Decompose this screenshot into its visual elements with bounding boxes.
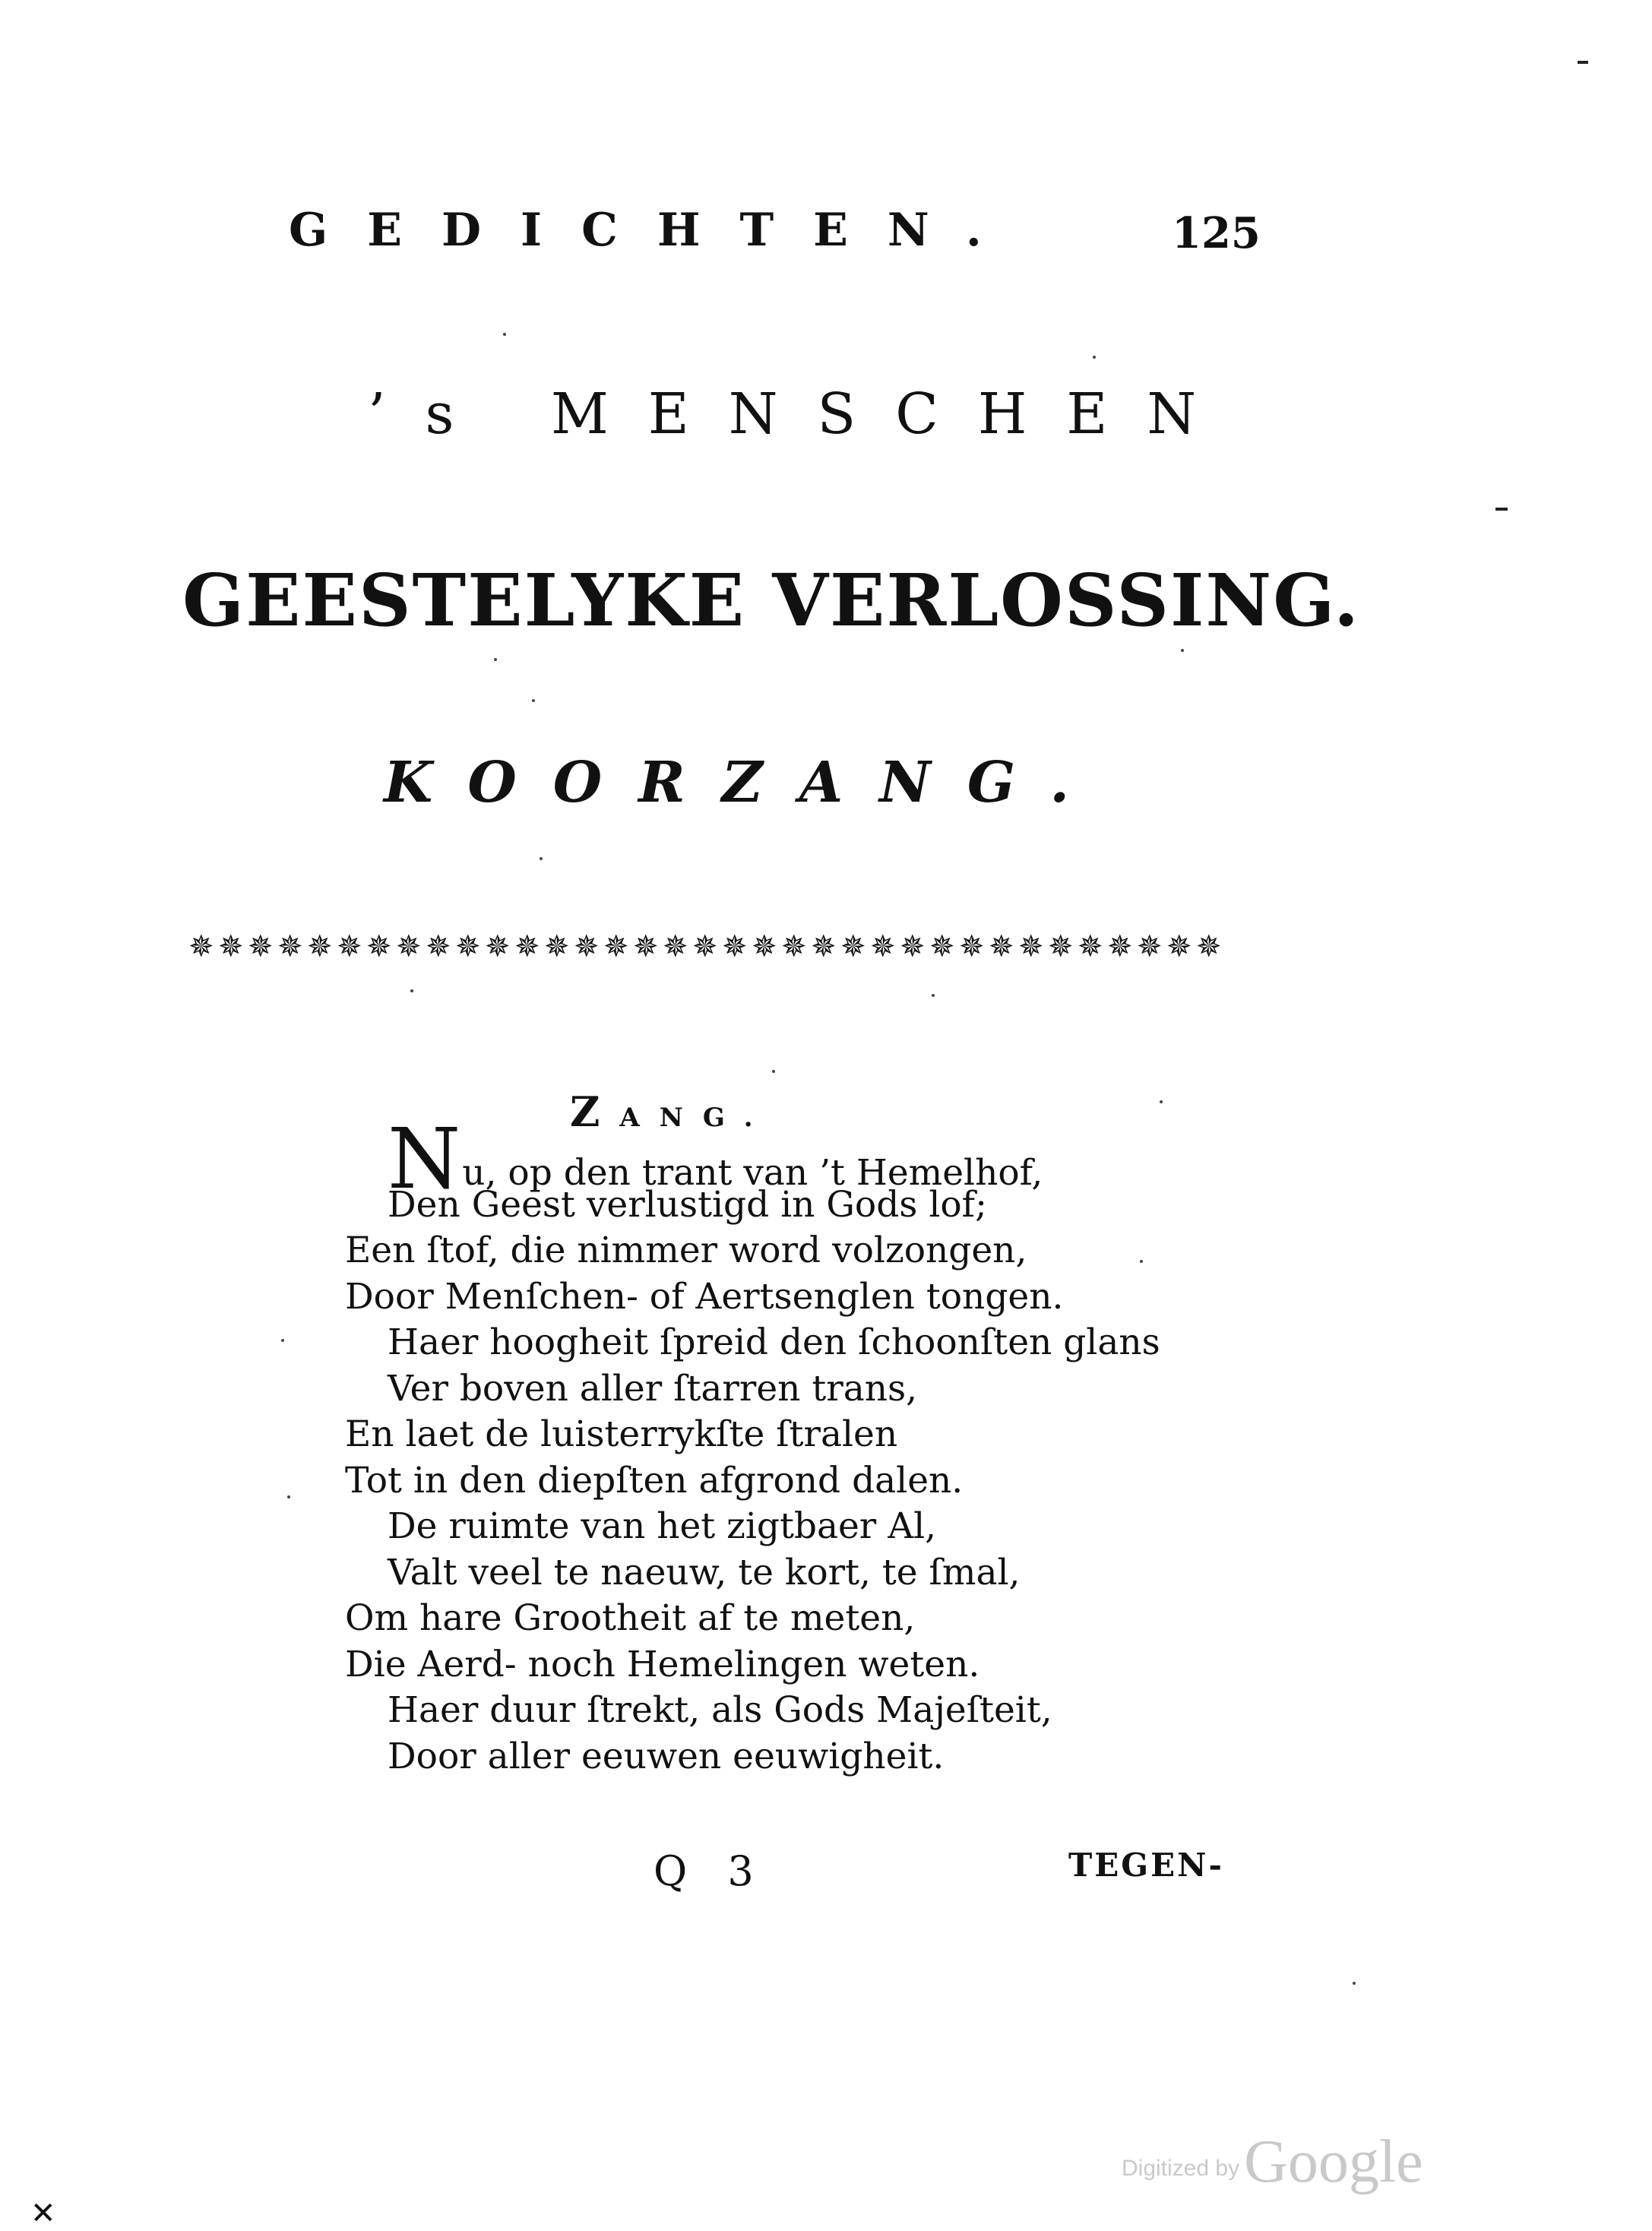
poem-line: Haer duur ſtrekt, als Gods Majeſteit, [388, 1689, 1052, 1731]
ornament-flower-icon: ✵ [663, 929, 688, 964]
poem-line: Haer hoogheit ſpreid den ſchoonſten glans [388, 1321, 1160, 1363]
poem-line: Valt veel te naeuw, te kort, te ſmal, [388, 1551, 1021, 1593]
poem-line: En laet de luisterrykſte ſtralen [345, 1413, 898, 1455]
scan-speck [503, 333, 506, 336]
drop-cap: N [388, 1110, 461, 1207]
title-line-1: ’s MENSCHEN [368, 381, 1236, 447]
poem-line: Een ſtof, die nimmer word volzongen, [345, 1229, 1027, 1271]
ornament-flower-icon: ✵ [485, 929, 511, 964]
ornament-flower-icon: ✵ [870, 929, 896, 964]
page-number: 125 [1172, 208, 1261, 258]
ornament-flower-icon: ✵ [722, 929, 748, 964]
ornament-flower-icon: ✵ [633, 929, 659, 964]
poem-line: De ruimte van het zigtbaer Al, [388, 1505, 937, 1547]
ornament-flower-icon: ✵ [989, 929, 1014, 964]
ornament-flower-icon: ✵ [1137, 929, 1163, 964]
signature-mark: Q 3 [654, 1847, 767, 1895]
poem-line: Den Geest verlustigd in Gods lof; [388, 1183, 987, 1226]
title-line-3: KOORZANG. [384, 750, 1106, 815]
digitized-by-text: Digitized by [1122, 2156, 1240, 2181]
ornament-flower-icon: ✵ [574, 929, 600, 964]
ornament-flower-icon: ✵ [959, 929, 985, 964]
ornament-rule [188, 929, 1222, 965]
poem-line: Door Menſchen- of Aertsenglen tongen. [345, 1275, 1064, 1318]
scan-corner-mark: ✕ [30, 2196, 56, 2231]
section-heading-rest: ANG. [619, 1103, 773, 1133]
ornament-flower-icon: ✵ [929, 929, 955, 964]
google-logo-text: Google [1244, 2128, 1423, 2195]
ornament-flower-icon: ✵ [307, 929, 333, 964]
ornament-flower-icon: ✵ [544, 929, 570, 964]
ornament-flower-icon: ✵ [455, 929, 481, 964]
scan-speck [1353, 1982, 1356, 1985]
scan-speck [287, 1495, 290, 1498]
ornament-flower-icon: ✵ [781, 929, 807, 964]
scan-speck [281, 1339, 284, 1342]
ornament-flower-icon: ✵ [248, 929, 274, 964]
scan-speck [532, 699, 535, 702]
ornament-flower-icon: ✵ [396, 929, 422, 964]
scan-speck [1140, 1260, 1143, 1263]
poem-line: Door aller eeuwen eeuwigheit. [388, 1735, 945, 1777]
ornament-flower-icon: ✵ [1166, 929, 1192, 964]
ornament-flower-icon: ✵ [1107, 929, 1133, 964]
scan-speck [932, 994, 935, 997]
ornament-flower-icon: ✵ [218, 929, 244, 964]
section-heading-initial: Z [570, 1087, 620, 1136]
ornament-flower-icon: ✵ [692, 929, 718, 964]
scan-speck [772, 1070, 775, 1073]
poem-line: Die Aerd- noch Hemelingen weten. [345, 1643, 980, 1685]
scan-speck [1093, 356, 1096, 359]
scan-speck [410, 989, 413, 992]
poem-line: Om hare Grootheit af te meten, [345, 1597, 916, 1639]
scan-mark [1578, 61, 1588, 64]
catchword: TEGEN- [1068, 1847, 1224, 1884]
scan-speck [494, 658, 497, 661]
ornament-flower-icon: ✵ [514, 929, 540, 964]
ornament-flower-icon: ✵ [840, 929, 866, 964]
running-head: GEDICHTEN. [289, 204, 1021, 257]
poem-line-text: u, op den trant van ’t Hemelhof, [462, 1152, 1043, 1194]
ornament-flower-icon: ✵ [277, 929, 303, 964]
scan-speck [1160, 1100, 1163, 1103]
ornament-flower-icon: ✵ [752, 929, 777, 964]
ornament-flower-icon: ✵ [366, 929, 392, 964]
ornament-flower-icon: ✵ [1018, 929, 1044, 964]
ornament-flower-icon: ✵ [1196, 929, 1222, 964]
title-line-2: GEESTELYKE VERLOSSING. [182, 559, 1361, 643]
scan-mark [1495, 508, 1508, 511]
ornament-flower-icon: ✵ [900, 929, 926, 964]
ornament-flower-icon: ✵ [1048, 929, 1074, 964]
digitized-watermark [1122, 2128, 1423, 2213]
ornament-flower-icon: ✵ [1078, 929, 1103, 964]
poem-line: Ver boven aller ſtarren trans, [388, 1367, 918, 1410]
ornament-flower-icon: ✵ [188, 929, 214, 964]
ornament-flower-icon: ✵ [337, 929, 362, 964]
ornament-flower-icon: ✵ [603, 929, 629, 964]
ornament-flower-icon: ✵ [426, 929, 451, 964]
scan-speck [1181, 649, 1184, 652]
ornament-flower-icon: ✵ [811, 929, 837, 964]
scan-speck [540, 857, 543, 860]
poem-line: Tot in den diepſten afgrond dalen. [345, 1459, 964, 1502]
